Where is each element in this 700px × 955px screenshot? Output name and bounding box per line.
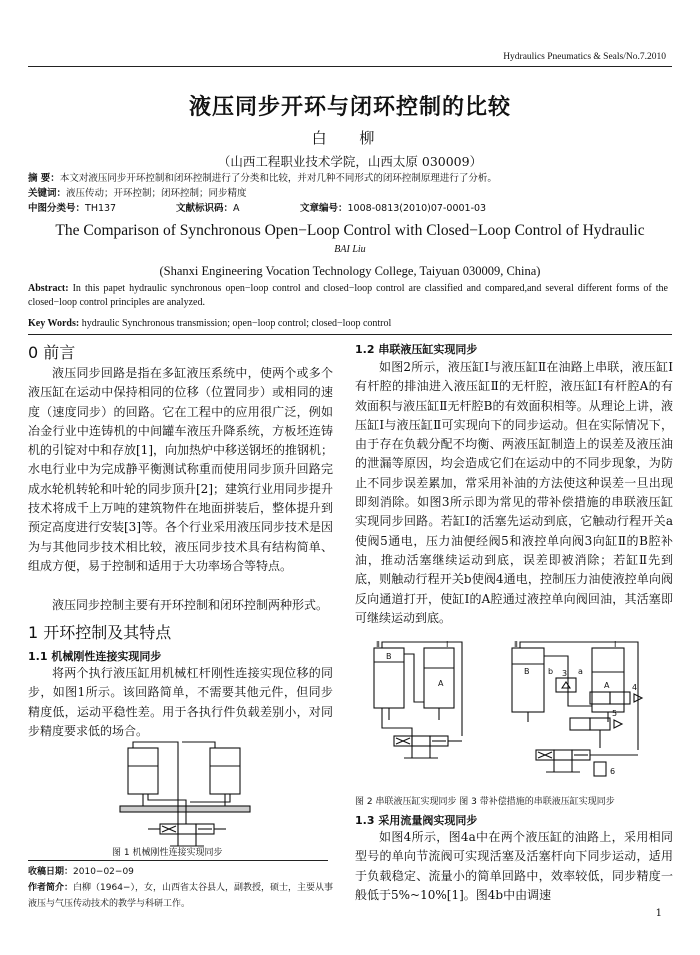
fig1-cylinder-right [210, 748, 240, 794]
keywords [28, 187, 247, 201]
fig1-rigid-beam [120, 806, 250, 812]
header-rule [28, 66, 672, 67]
section-1-1-title: 1.1 机械刚性连接实现同步 [28, 650, 162, 663]
fig2-label-port-A: A [438, 679, 444, 688]
section-1-title: 1 开环控制及其特点 [28, 623, 172, 642]
journal-header: Hydraulics Pneumatics & Seals/No.7.2010 [503, 52, 666, 62]
fig1-cylinder-left [128, 748, 158, 794]
doc-code-label: 文献标识码： [176, 203, 234, 214]
fig3-cylinder-II [512, 648, 544, 712]
fig2-label-cyl-II: Ⅱ [376, 640, 380, 649]
figure-2-3-caption: 图 2 串联液压缸实现同步 图 3 带补偿措施的串联液压缸实现同步 [355, 797, 615, 807]
section-1-3-title: 1.3 采用流量阀实现同步 [355, 814, 478, 827]
footnote-received-value: 2010−02−09 [73, 867, 134, 877]
fig3-cylinder-I [592, 648, 624, 712]
fig3-valve-4 [590, 692, 610, 704]
article-no-value: 1008-0813(2010)07-0001-03 [347, 203, 487, 214]
section-1-3-paragraph: 如图4所示，图4a中在两个液压缸的油路上，采用相同型号的单向节流阀可实现活塞及活塞杆向下同步运动，适用于负载稳定、流量小的简单回路中，效率较低，同步精度一般低于5%~10%[1]。图4b中由调速 [355, 830, 673, 902]
section-1-1-paragraph: 将两个执行液压缸用机械杠杆刚性连接实现位移的同步，如图1所示。该回路简单，不需要其他元件，但同步精度低，运动平稳性差。用于各执行件负载差别小，对同步精度要求低的场合。 [28, 666, 333, 738]
figure-1-caption: 图 1 机械刚性连接实现同步 [112, 848, 223, 858]
abstract [28, 172, 497, 186]
clc-label: 中图分类号： [28, 203, 86, 214]
abstract-label: 摘 要： [28, 173, 60, 184]
fig3-label-cyl-I: Ⅰ [614, 640, 617, 649]
article-no-label: 文章编号： [300, 203, 348, 214]
english-keywords [28, 318, 668, 329]
affiliation: （山西工程职业技术学院，山西太原 030009） [217, 154, 483, 169]
english-abstract-label: Abstract: [28, 283, 69, 294]
fig3-label-port-B: B [524, 667, 530, 676]
fig2-label-port-B: B [386, 652, 392, 661]
fig3-label-switch-b: b [548, 667, 554, 676]
fig3-valve-6 [594, 762, 606, 776]
fig3-label-valve-5: 5 [612, 709, 618, 718]
english-affiliation: (Shanxi Engineering Vocation Technology College, Taiyuan 030009, China) [159, 264, 541, 278]
fig2-cylinder-I [424, 648, 454, 708]
footnote-received [28, 864, 333, 880]
section-1-2-paragraph: 如图2所示，液压缸Ⅰ与液压缸Ⅱ在油路上串联，液压缸Ⅰ有杆腔的排油进入液压缸Ⅱ的无杆腔，液压缸Ⅰ有杆腔A的有效面积与液压缸Ⅱ无杆腔B的有效面积相等。从理论上讲，液压缸Ⅰ与液压缸Ⅱ可实现向下的同步运动。但在实际情况下，由于存在负载分配不均衡、两液压缸制造上的误差及液压油的泄漏等原因，均会造成它们在运动中的不同步现象，为防止不同步误差累加，常采用补油的方法使这种误差一旦出现即刻消除。如图3所示即为常见的带补偿措施的串联液压缸实现同步回路。若缸Ⅰ的活塞先运动到底，它触动行程开关a使阀5通电，压力油便经阀5和液控单向阀3向缸Ⅱ的B腔补油，推动活塞继续运动到底，误差即被消除；若缸Ⅱ先到底，则触动行程开关b使阀4通电，控制压力油使液控单向阀反向通道打开，使缸Ⅰ的A腔通过液控单向阀回油，其活塞即可继续运动到底。 [355, 360, 673, 625]
keywords-label: 关键词： [28, 188, 67, 199]
english-abstract [28, 282, 668, 310]
section-0-title: 0 前言 [28, 343, 76, 362]
paper-title: 液压同步开环与闭环控制的比较 [188, 95, 511, 120]
section-0-paragraph-2: 液压同步控制主要有开环控制和闭环控制两种形式。 [52, 598, 329, 612]
footnote-author-label: 作者简介： [28, 883, 74, 893]
english-keywords-text: hydraulic Synchronous transmission; open−loop control; closed−loop control [79, 318, 392, 329]
abstract-rule [28, 334, 672, 335]
clc-value: TH137 [85, 203, 117, 214]
fig3-check-valve-3 [556, 678, 576, 692]
author: 白 柳 [311, 129, 389, 147]
english-author: BAI Liu [334, 244, 366, 255]
section-0-paragraph-1: 液压同步回路是指在多缸液压系统中，使两个或多个液压缸在运动中保持相同的位移（位置同步）或相同的速度（速度同步）的回路。它在工程中的应用很广泛，例如冶金行业中连铸机的中间罐车液压升降系统，方板坯连铸机的引锭对中和存放[1]，向加热炉中移送钢坯的推钢机；水电行业中为完成静平衡测试称重而使用同步顶升回路完成水轮机转轮和叶轮的同步顶升[2]；建筑行业用同步提升技术将成千上万吨的建筑物件在地面拼装后，整体提升到预定高度进行安装[3]等。各个行业采用液压同步技术是因为与其他同步技术相比较，液压同步技术具有结构简单、组成方便，易于控制和适用于大功率场合等特点。 [28, 366, 334, 573]
fig3-label-valve-4: 4 [632, 683, 638, 692]
footnote-received-label: 收稿日期： [28, 867, 74, 877]
fig2-label-cyl-I: Ⅰ [446, 640, 449, 649]
english-abstract-text: In this papet hydraulic synchronous open−loop control and closed−loop control are classified and compared,and several different forms of the closed−loop control principles are analyzed. [28, 283, 668, 308]
page-number: 1 [655, 908, 662, 919]
fig3-label-switch-a: a [578, 667, 583, 676]
english-title: The Comparison of Synchronous Open−Loop Control with Closed−Loop Control of Hydraulic [55, 222, 645, 239]
classification-line [28, 202, 668, 216]
fig3-label-valve-3: 3 [562, 669, 568, 678]
fig3-label-cyl-II: Ⅱ [514, 640, 518, 649]
footnote-author-value: 白柳（1964−），女，山西省太谷县人，副教授，硕士，主要从事液压与气压传动技术的教学与科研工作。 [28, 883, 333, 909]
fig3-label-valve-6: 6 [610, 767, 616, 776]
figure-2-3-diagram [362, 638, 662, 788]
section-1-2-title: 1.2 串联液压缸实现同步 [355, 343, 478, 356]
footnote-rule [28, 860, 328, 861]
footnote-author [28, 880, 333, 912]
keywords-text: 液压传动；开环控制；闭环控制；同步精度 [66, 188, 247, 199]
figure-1-diagram [98, 740, 278, 850]
english-keywords-label: Key Words: [28, 318, 80, 329]
fig3-label-port-A: A [604, 681, 610, 690]
fig3-valve-5 [570, 718, 590, 730]
abstract-text: 本文对液压同步开环控制和闭环控制进行了分类和比较，并对几种不同形式的闭环控制原理进行了分析。 [59, 173, 497, 184]
doc-code-value: A [233, 203, 240, 214]
